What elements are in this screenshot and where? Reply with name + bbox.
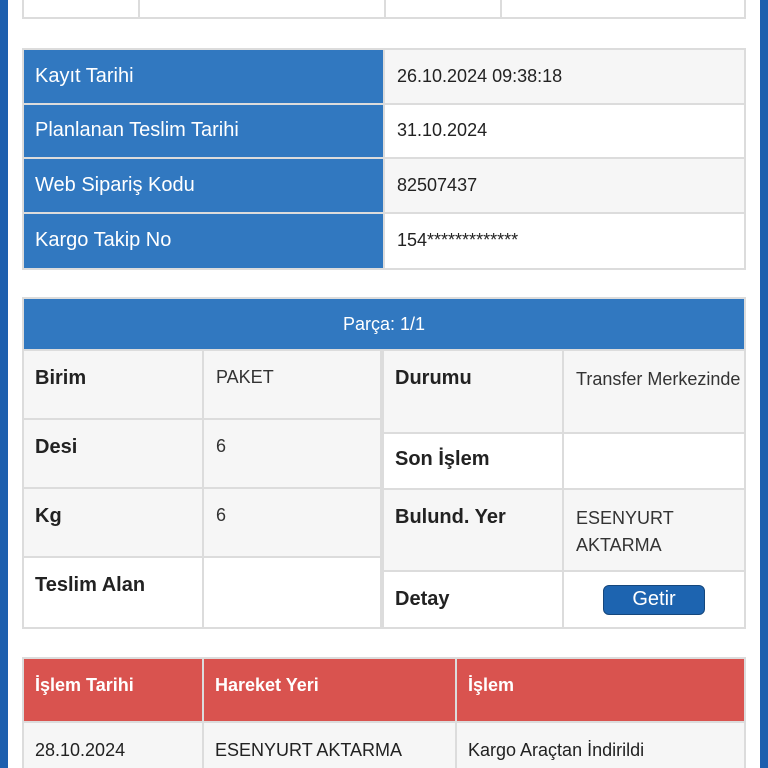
movement-location: ESENYURT AKTARMA bbox=[204, 723, 457, 768]
detail-value: Transfer Merkezinde bbox=[564, 351, 744, 432]
package-details-left bbox=[24, 351, 384, 627]
detail-value: 6 bbox=[204, 489, 380, 556]
shipment-info-table bbox=[22, 48, 746, 270]
previous-table-bottom bbox=[22, 0, 746, 19]
detail-label: Teslim Alan bbox=[24, 558, 204, 627]
detail-row-last-action bbox=[384, 434, 744, 490]
package-details-right bbox=[384, 351, 744, 627]
column-header-action: İşlem bbox=[468, 675, 515, 695]
detail-label: Birim bbox=[24, 351, 204, 418]
info-row-tracking-number bbox=[24, 214, 744, 269]
detail-label: Desi bbox=[24, 420, 204, 487]
info-label: Planlanan Teslim Tarihi bbox=[24, 105, 385, 158]
movement-date: 28.10.2024 bbox=[24, 723, 204, 768]
fetch-details-button[interactable]: Getir bbox=[603, 585, 705, 615]
package-panel bbox=[22, 297, 746, 629]
detail-value bbox=[564, 434, 744, 488]
detail-row-status bbox=[384, 351, 744, 434]
detail-row-receiver bbox=[24, 558, 380, 627]
info-row-web-order-code bbox=[24, 159, 744, 214]
detail-label: Son İşlem bbox=[384, 434, 564, 488]
info-label: Web Sipariş Kodu bbox=[24, 159, 385, 212]
page bbox=[8, 0, 760, 768]
info-label: Kayıt Tarihi bbox=[24, 50, 385, 103]
detail-value: 6 bbox=[204, 420, 380, 487]
info-value: 82507437 bbox=[385, 159, 744, 212]
movements-table bbox=[22, 657, 746, 768]
info-value: 26.10.2024 09:38:18 bbox=[385, 50, 744, 103]
info-row-planned-delivery bbox=[24, 105, 744, 160]
table-row bbox=[24, 723, 744, 768]
column-header-date: İşlem Tarihi bbox=[24, 659, 204, 721]
detail-value bbox=[204, 558, 380, 627]
info-row-registration-date bbox=[24, 50, 744, 105]
detail-row-kg bbox=[24, 489, 380, 558]
detail-value: ESENYURT AKTARMA bbox=[564, 490, 744, 570]
detail-row-detail bbox=[384, 572, 744, 627]
info-value: 154************* bbox=[385, 214, 744, 269]
info-value: 31.10.2024 bbox=[385, 105, 744, 158]
detail-label: Kg bbox=[24, 489, 204, 556]
detail-row-location bbox=[384, 490, 744, 572]
detail-label: Detay bbox=[384, 572, 564, 627]
info-label: Kargo Takip No bbox=[24, 214, 385, 269]
package-panel-title: Parça: 1/1 bbox=[24, 299, 744, 351]
movement-action: Kargo Araçtan İndirildi bbox=[468, 740, 645, 760]
detail-label: Durumu bbox=[384, 351, 564, 432]
detail-row-desi bbox=[24, 420, 380, 489]
detail-value: PAKET bbox=[204, 351, 380, 418]
movements-header bbox=[24, 659, 744, 723]
column-header-location: Hareket Yeri bbox=[204, 659, 457, 721]
detail-row-unit bbox=[24, 351, 380, 420]
detail-label: Bulund. Yer bbox=[384, 490, 564, 570]
